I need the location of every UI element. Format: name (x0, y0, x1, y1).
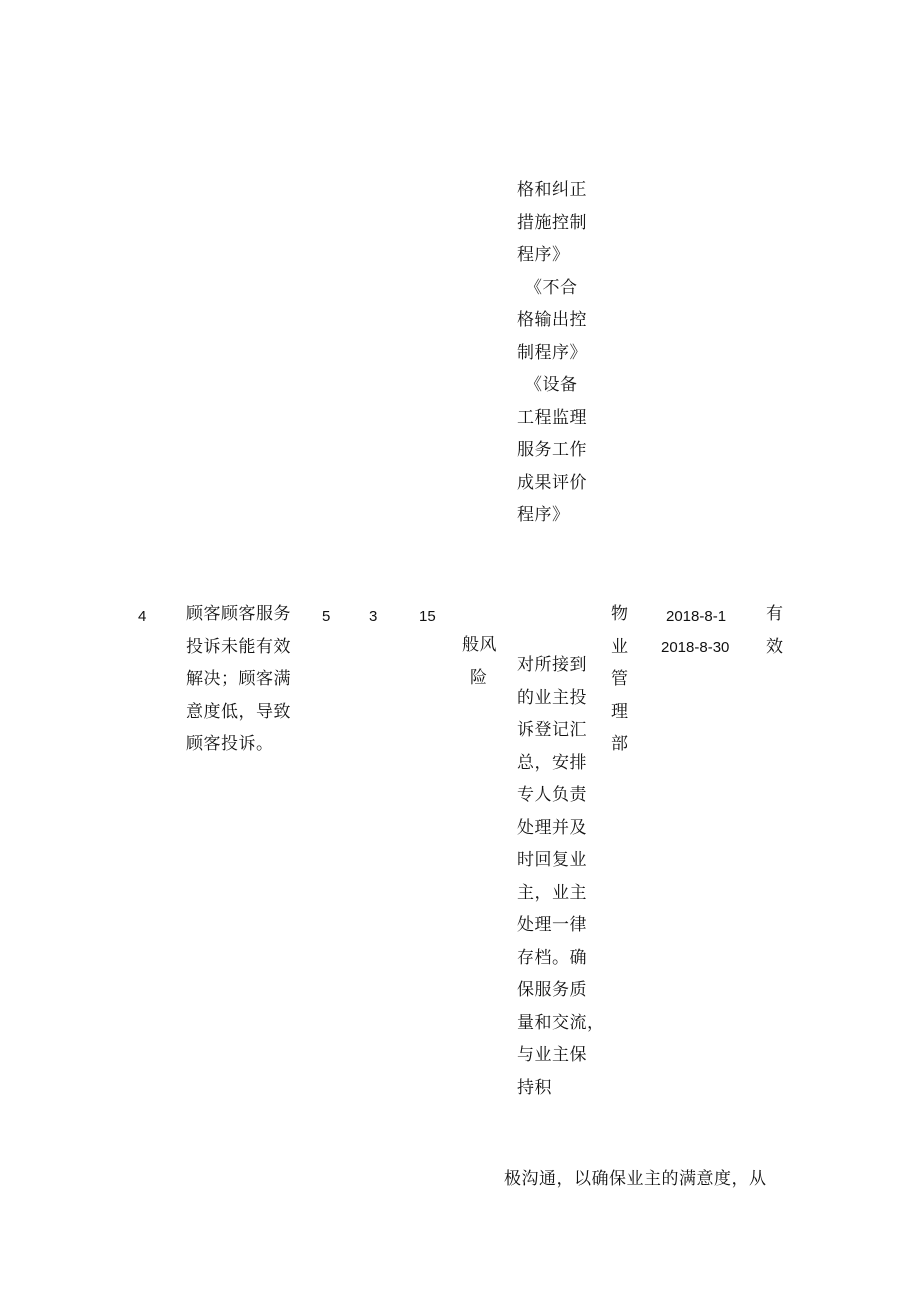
procedure-line: 格和纠正 (517, 180, 587, 200)
dept-char: 物 (611, 604, 629, 624)
procedure-line: 程序》 (517, 245, 570, 265)
risk-level-line: 险 (470, 667, 488, 688)
procedure-line: 措施控制 (517, 212, 587, 233)
measure-line: 持积 (517, 1077, 552, 1098)
procedure-line: 制程序》 (517, 342, 587, 363)
risk-line: 顾客投诉。 (186, 734, 274, 754)
risk-line: 投诉未能有效 (186, 636, 291, 657)
score-b: 3 (369, 608, 378, 625)
procedure-line: 工程监理 (517, 407, 587, 428)
measure-line: 主，业主 (517, 882, 587, 903)
measure-line: 时回复业 (517, 850, 587, 870)
risk-line: 解决；顾客满 (186, 669, 291, 689)
status-char: 有 (766, 604, 784, 624)
continuation-text: 极沟通，以确保业主的满意度，从 (504, 1169, 767, 1189)
measure-line: 处理并及 (517, 817, 587, 838)
date-end: 2018-8-30 (661, 639, 730, 656)
procedure-line: 程序》 (517, 505, 570, 525)
status (766, 598, 784, 663)
measure-line: 总，安排 (517, 752, 587, 773)
status-char: 效 (766, 636, 784, 657)
risk-level (462, 629, 497, 694)
procedure-line: 《不合 (525, 277, 578, 298)
risk-level-line: 般风 (462, 635, 497, 655)
procedure-line: 成果评价 (517, 472, 587, 493)
risk-line: 顾客顾客服务 (186, 604, 291, 624)
measure-line: 处理一律 (517, 915, 587, 935)
dept-char: 业 (611, 636, 629, 657)
measure-line: 量和交流， (517, 1012, 605, 1033)
measure-line: 诉登记汇 (517, 720, 587, 740)
score-a: 5 (322, 608, 331, 625)
row-index: 4 (138, 608, 147, 625)
measure-line: 保服务质 (517, 980, 587, 1000)
control-measures (517, 649, 605, 1104)
procedure-line: 服务工作 (517, 440, 587, 460)
dept-char: 部 (611, 734, 629, 754)
procedure-line: 格输出控 (517, 310, 587, 330)
measure-line: 的业主投 (517, 687, 587, 708)
risk-line: 意度低，导致 (186, 701, 291, 722)
date-start: 2018-8-1 (666, 608, 727, 625)
responsible-department (611, 598, 629, 761)
measure-line: 存档。确 (517, 947, 587, 968)
measure-line: 对所接到 (517, 655, 587, 675)
procedure-references (517, 174, 587, 532)
score-total: 15 (419, 608, 436, 625)
measure-line: 与业主保 (517, 1045, 587, 1065)
procedure-line: 《设备 (525, 375, 578, 395)
dept-char: 管 (611, 669, 629, 689)
dept-char: 理 (611, 701, 629, 722)
measure-line: 专人负责 (517, 785, 587, 805)
risk-description (186, 598, 291, 761)
